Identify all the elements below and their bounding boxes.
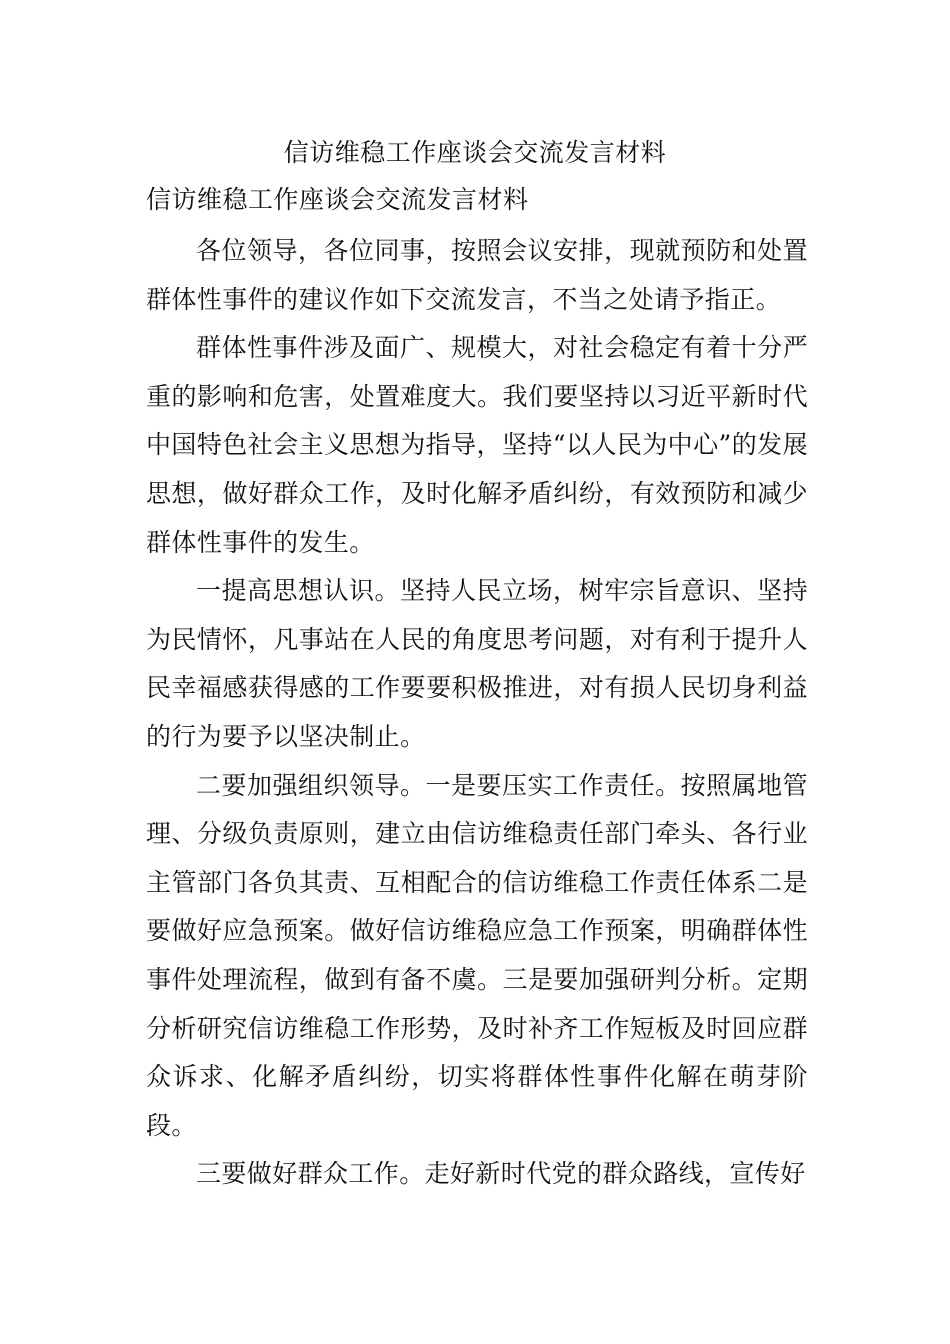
paragraph-opening: 各位领导，各位同事，按照会议安排，现就预防和处置群体性事件的建议作如下交流发言，不当之处请予指正。 <box>146 236 808 314</box>
paragraph-point-one: 一提高思想认识。坚持人民立场，树牢宗旨意识、坚持为民情怀，凡事站在人民的角度思考问题，对有利于提升人民幸福感获得感的工作要要积极推进，对有损人民切身利益的行为要予以坚决制止。 <box>146 576 808 751</box>
document-title: 信访维稳工作座谈会交流发言材料 <box>283 138 667 167</box>
paragraph-point-three: 三要做好群众工作。走好新时代党的群众路线，宣传好 <box>196 1159 806 1189</box>
document-subtitle: 信访维稳工作座谈会交流发言材料 <box>146 185 529 214</box>
document-body <box>146 227 808 1199</box>
paragraph-background: 群体性事件涉及面广、规模大，对社会稳定有着十分严重的影响和危害，处置难度大。我们要坚持以习近平新时代中国特色社会主义思想为指导，坚持“以人民为中心”的发展思想，做好群众工作，及时化解矛盾纠纷，有效预防和减少群体性事件的发生。 <box>146 333 808 557</box>
paragraph-point-two: 二要加强组织领导。一是要压实工作责任。按照属地管理、分级负责原则，建立由信访维稳责任部门牵头、各行业主管部门各负其责、互相配合的信访维稳工作责任体系二是要做好应急预案。做好信访维稳应急工作预案，明确群体性事件处理流程，做到有备不虞。三是要加强研判分析。定期分析研究信访维稳工作形势，及时补齐工作短板及时回应群众诉求、化解矛盾纠纷，切实将群体性事件化解在萌芽阶段。 <box>146 770 808 1140</box>
